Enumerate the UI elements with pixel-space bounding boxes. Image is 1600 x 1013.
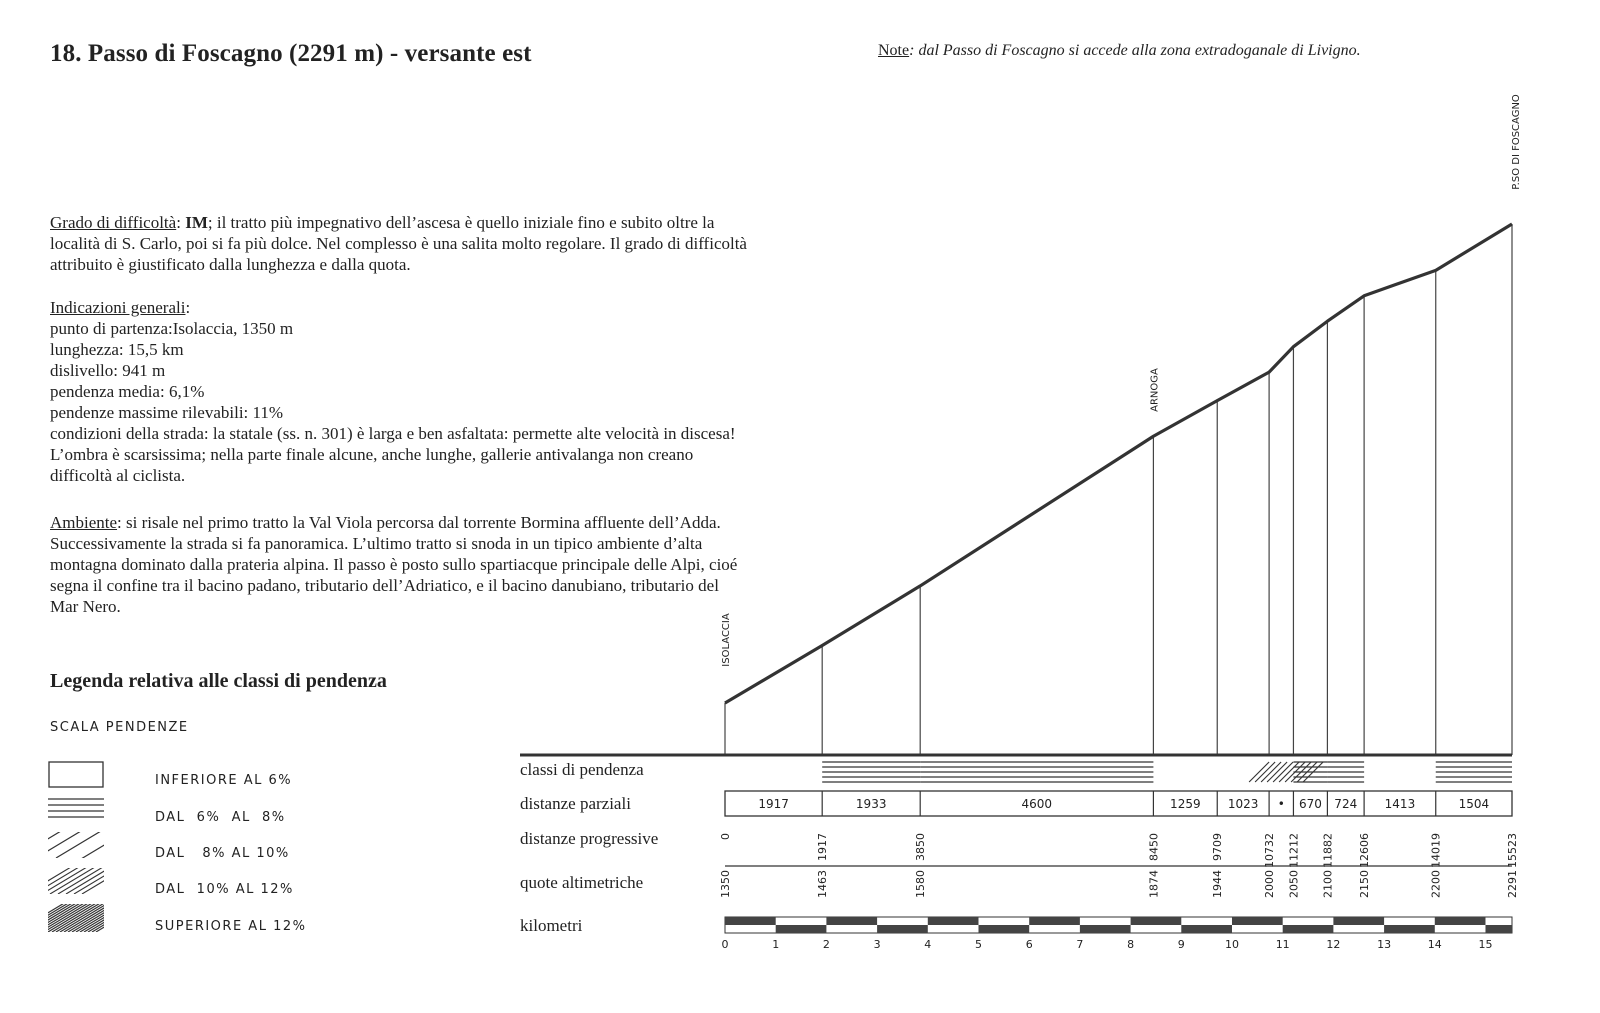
partial-distance: • [1277, 797, 1285, 811]
place-label: ISOLACCIA [721, 613, 732, 667]
class-hatch [1267, 762, 1287, 782]
km-tick: 4 [924, 938, 932, 951]
difficulty-grade: IM [185, 213, 208, 232]
km-tick: 5 [974, 938, 982, 951]
elevation-value: 2100 [1321, 870, 1335, 898]
progressive-distance: 8450 [1147, 833, 1161, 861]
general-heading: Indicazioni generali [50, 298, 186, 317]
partial-distance: 4600 [1021, 797, 1053, 811]
elevation-value: 2150 [1358, 870, 1372, 898]
elevation-value: 1580 [914, 870, 928, 898]
km-tick: 6 [1025, 938, 1033, 951]
elevation-value: 1874 [1147, 870, 1161, 898]
progressive-distance: 14019 [1429, 833, 1443, 868]
elevation-value: 1463 [816, 870, 830, 898]
elevation-value: 1944 [1211, 870, 1225, 898]
legend-title: Legenda relativa alle classi di pendenza [50, 670, 387, 692]
note-label: Note [878, 42, 910, 59]
elevation-value: 2200 [1429, 870, 1443, 898]
progressive-distance: 11212 [1287, 833, 1301, 868]
km-tick: 2 [822, 938, 830, 951]
elevation-value: 2291 [1506, 870, 1519, 898]
place-label: P.SO DI FOSCAGNO [1511, 94, 1522, 190]
km-tick: 1 [772, 938, 780, 951]
note-text: : dal Passo di Foscagno si accede alla zona extradoganale di Livigno. [909, 42, 1361, 59]
elevation-value: 2000 [1263, 870, 1277, 898]
km-tick: 15 [1478, 938, 1493, 951]
general-item: punto di partenza:Isolaccia, 1350 m [50, 319, 294, 338]
km-tick: 0 [721, 938, 729, 951]
progressive-distance: 3850 [914, 833, 928, 861]
partial-distance: 1933 [855, 797, 887, 811]
page-title: 18. Passo di Foscagno (2291 m) - versante est [50, 40, 532, 67]
km-tick: 10 [1224, 938, 1239, 951]
legend-label: SUPERIORE AL 12% [155, 919, 307, 934]
elevation-value: 1350 [719, 870, 732, 898]
elevation-value: 2050 [1287, 870, 1301, 898]
row-label-km: kilometri [520, 916, 583, 935]
difficulty-heading: Grado di difficoltà [50, 213, 177, 232]
partial-distance: 1023 [1227, 797, 1259, 811]
progressive-distance: 10732 [1263, 833, 1277, 868]
progressive-distance: 12606 [1358, 833, 1372, 868]
km-tick: 13 [1377, 938, 1392, 951]
row-label-partial: distanze parziali [520, 794, 631, 813]
partial-distance: 670 [1298, 797, 1322, 811]
legend-label: DAL 8% AL 10% [155, 846, 290, 861]
partial-distance: 1917 [758, 797, 789, 811]
class-hatch [1261, 762, 1281, 782]
general-item: condizioni della strada: la statale (ss. n. 301) è larga e ben asfaltata: permette alte velocità in discesa! L’ombra è scarsissima; nella parte finale alcune, anche lunghe, gallerie antivalanga non creano difficoltà al ciclista. [50, 424, 736, 485]
general-item: pendenze massime rilevabili: 11% [50, 403, 284, 422]
elevation-line [725, 224, 1512, 703]
km-tick: 12 [1326, 938, 1341, 951]
km-tick: 9 [1177, 938, 1185, 951]
row-label-classes: classi di pendenza [520, 760, 644, 779]
progressive-distance: 11882 [1321, 833, 1335, 868]
general-item: dislivello: 941 m [50, 361, 166, 380]
legend-label: INFERIORE AL 6% [155, 773, 293, 788]
class-hatch [1255, 762, 1275, 782]
km-tick: 8 [1127, 938, 1135, 951]
class-hatch [1249, 762, 1269, 782]
km-tick: 7 [1076, 938, 1084, 951]
km-tick: 14 [1427, 938, 1442, 951]
progressive-distance: 9709 [1211, 833, 1225, 861]
legend-scale-title: SCALA PENDENZE [50, 720, 189, 735]
km-tick: 11 [1275, 938, 1290, 951]
partial-distance: 1259 [1170, 797, 1201, 811]
environment-text: : si risale nel primo tratto la Val Viola percorsa dal torrente Bormina affluente dell’Adda. Successivamente la strada si fa panoramica. L’ultimo tratto si snoda in un tipico ambiente d’alta montagna dominato dalla prateria alpina. Il passo è posto sullo spartiacque principale delle Alpi, cioé segna il confine tra il bacino padano, tributario dell’Adriatico, e il bacino danubiano, tributario del Mar Nero. [50, 513, 738, 616]
row-label-elevations: quote altimetriche [520, 873, 644, 892]
partial-distance: 1413 [1384, 797, 1416, 811]
difficulty-text: ; il tratto più impegnativo dell’ascesa è quello iniziale fino e subito oltre la località di S. Carlo, poi si fa più dolce. Nel complesso è una salita molto regolare. Il grado di difficoltà attribuito è giustificato dalla lunghezza e dalla quota. [50, 213, 747, 274]
difficulty-paragraph: Grado di difficoltà: IM; il tratto più impegnativo dell’ascesa è quello iniziale fino e subito oltre la località di S. Carlo, poi si fa più dolce. Nel complesso è una salita molto regolare. Il grado di difficoltà attribuito è giustificato dalla lunghezza e dalla quota. [50, 213, 747, 274]
partial-distance: 1504 [1458, 797, 1490, 811]
legend-label: DAL 10% AL 12% [155, 882, 294, 897]
progressive-distance: 15523 [1506, 833, 1519, 868]
km-tick: 3 [873, 938, 881, 951]
general-item: pendenza media: 6,1% [50, 382, 205, 401]
class-hatch [1273, 762, 1293, 782]
partial-distance: 724 [1334, 797, 1358, 811]
general-item: lunghezza: 15,5 km [50, 340, 184, 359]
row-label-progressive: distanze progressive [520, 829, 659, 848]
progressive-distance: 1917 [816, 833, 830, 861]
general-section: Indicazioni generali: punto di partenza:Isolaccia, 1350 m lunghezza: 15,5 km dislivello: 941 m pendenza media: 6,1% pendenze massime rilevabili: 11% condizioni della strada: la statale (ss. n. 301) è larga e ben asfaltata: permette alte velocità in discesa! L’ombra è scarsissima; nella parte finale alcune, anche lunghe, gallerie antivalanga non creano difficoltà al ciclista. [50, 297, 750, 486]
environment-heading: Ambiente [50, 513, 118, 532]
place-label: ARNOGA [1149, 368, 1161, 412]
legend-label: DAL 6% AL 8% [155, 810, 286, 825]
progressive-distance: 0 [719, 833, 732, 840]
